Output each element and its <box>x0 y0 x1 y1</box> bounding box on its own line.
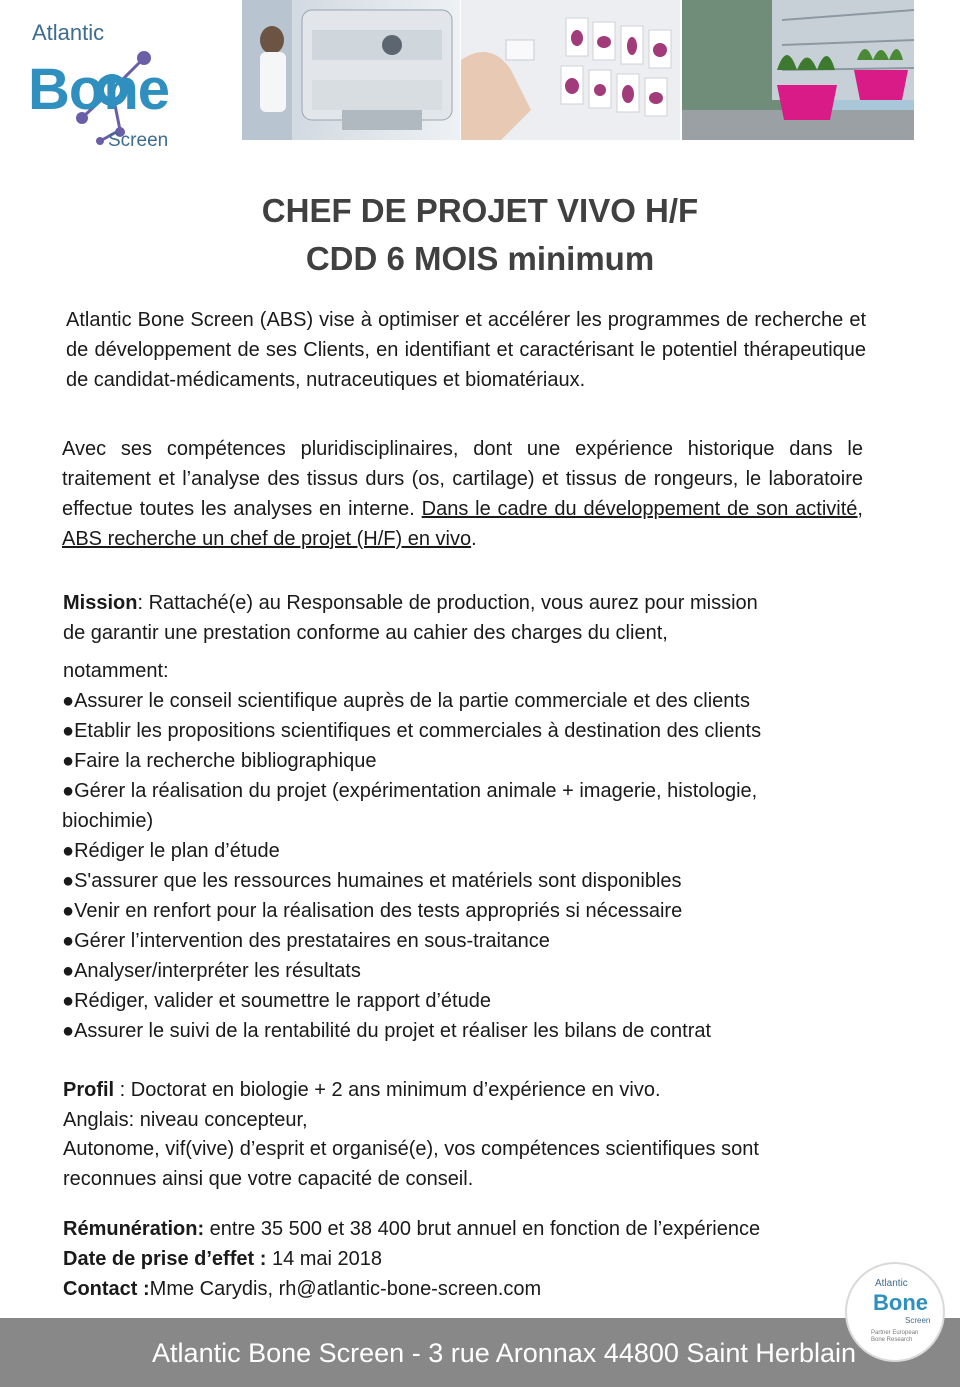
list-item: ●Assurer le conseil scientifique auprès de la partie commerciale et des clients <box>62 690 750 712</box>
remuneration-value: entre 35 500 et 38 400 brut annuel en fonction de l’expérience <box>204 1218 761 1240</box>
remuneration-line <box>63 1214 760 1244</box>
list-item: ●Rédiger le plan d’étude <box>62 840 280 862</box>
contract-type: CDD 6 MOIS minimum <box>305 240 655 277</box>
intro-underlined-text: Dans le cadre du développement de son activité, ABS recherche un chef de projet (H/F) en vivo <box>62 498 863 550</box>
start-date-label: Date de prise d’effet : <box>63 1248 267 1270</box>
mission-line-3: notamment: <box>63 660 169 682</box>
list-item: ●Faire la recherche bibliographique <box>62 750 377 772</box>
mission-bullet-list <box>62 686 902 1046</box>
stamp-logo <box>845 1262 945 1362</box>
logo-atlantic-text: Atlantic <box>32 20 105 45</box>
logo-bone-text: Bone <box>28 57 169 122</box>
intro-paragraph-1: Atlantic Bone Screen (ABS) vise à optimiser et accélérer les programmes de recherche et de développement de ses Clients, en identifiant et caractérisant le potentiel thérapeutique de candidat-médicaments, nutraceutiques et biomatériaux. <box>66 309 866 391</box>
profil-line-3: Autonome, vif(vive) d’esprit et organisé(e), vos compétences scientifiques sont <box>63 1138 759 1160</box>
list-item: ●Etablir les propositions scientifiques et commerciales à destination des clients <box>62 720 762 742</box>
list-item: ●Assurer le suivi de la rentabilité du projet et réaliser les bilans de contrat <box>62 1020 712 1042</box>
start-date-value: 14 mai 2018 <box>266 1248 383 1270</box>
mission-line-1 <box>63 588 758 618</box>
lab-photo <box>242 0 460 140</box>
stamp-subtitle: Partner European Bone Research <box>871 1330 919 1343</box>
start-date-line <box>63 1244 382 1274</box>
stamp-atlantic-text: Atlantic <box>875 1278 908 1289</box>
mission-line-2: de garantir une prestation conforme au cahier des charges du client, <box>63 622 668 644</box>
profil-label: Profil <box>63 1079 115 1101</box>
remuneration-label: Rémunération: <box>63 1218 205 1240</box>
list-item: ●Analyser/interpréter les résultats <box>62 960 361 982</box>
mission-label: Mission <box>63 592 138 614</box>
logo-screen-text: Screen <box>108 130 169 151</box>
list-item: ●Venir en renfort pour la réalisation des tests appropriés si nécessaire <box>62 900 683 922</box>
job-title: CHEF DE PROJET VIVO H/F <box>261 192 699 229</box>
building-photo <box>682 0 914 140</box>
footer-address: Atlantic Bone Screen - 3 rue Aronnax 44800 Saint Herblain <box>152 1338 856 1368</box>
profil-line-1 <box>63 1075 661 1105</box>
intro-paragraph-2 <box>62 434 863 554</box>
list-item: ●S'assurer que les ressources humaines et matériels sont disponibles <box>62 870 682 892</box>
list-item: ●Gérer la réalisation du projet (expérimentation animale + imagerie, histologie, biochimie) <box>62 780 758 832</box>
intro-text: Avec ses compétences pluridisciplinaires, dont une expérience historique dans le traitement et l’analyse des tissus durs (os, cartilage) et tissus de rongeurs, le laboratoire effectue toutes les analyses en interne. <box>62 438 863 520</box>
footer-bar <box>0 1318 960 1387</box>
profil-line-4: reconnues ainsi que votre capacité de conseil. <box>63 1168 474 1190</box>
mission-text-1: : Rattaché(e) au Responsable de production, vous aurez pour mission <box>137 592 758 614</box>
contact-label: Contact : <box>63 1278 150 1300</box>
histology-slides-photo <box>461 0 680 140</box>
intro-end: . <box>471 528 477 550</box>
contact-value[interactable]: Mme Carydis, rh@atlantic-bone-screen.com <box>149 1278 542 1300</box>
stamp-screen-text: Screen <box>905 1316 931 1325</box>
company-logo <box>14 12 194 152</box>
contact-line <box>63 1274 541 1304</box>
list-item: ●Rédiger, valider et soumettre le rapport d’étude <box>62 990 491 1012</box>
stamp-bone-text: Bone <box>873 1290 928 1315</box>
list-item: ●Gérer l’intervention des prestataires en sous-traitance <box>62 930 550 952</box>
profil-line-2: Anglais: niveau concepteur, <box>63 1109 308 1131</box>
profil-text-1: : Doctorat en biologie + 2 ans minimum d’expérience en vivo. <box>114 1079 661 1101</box>
